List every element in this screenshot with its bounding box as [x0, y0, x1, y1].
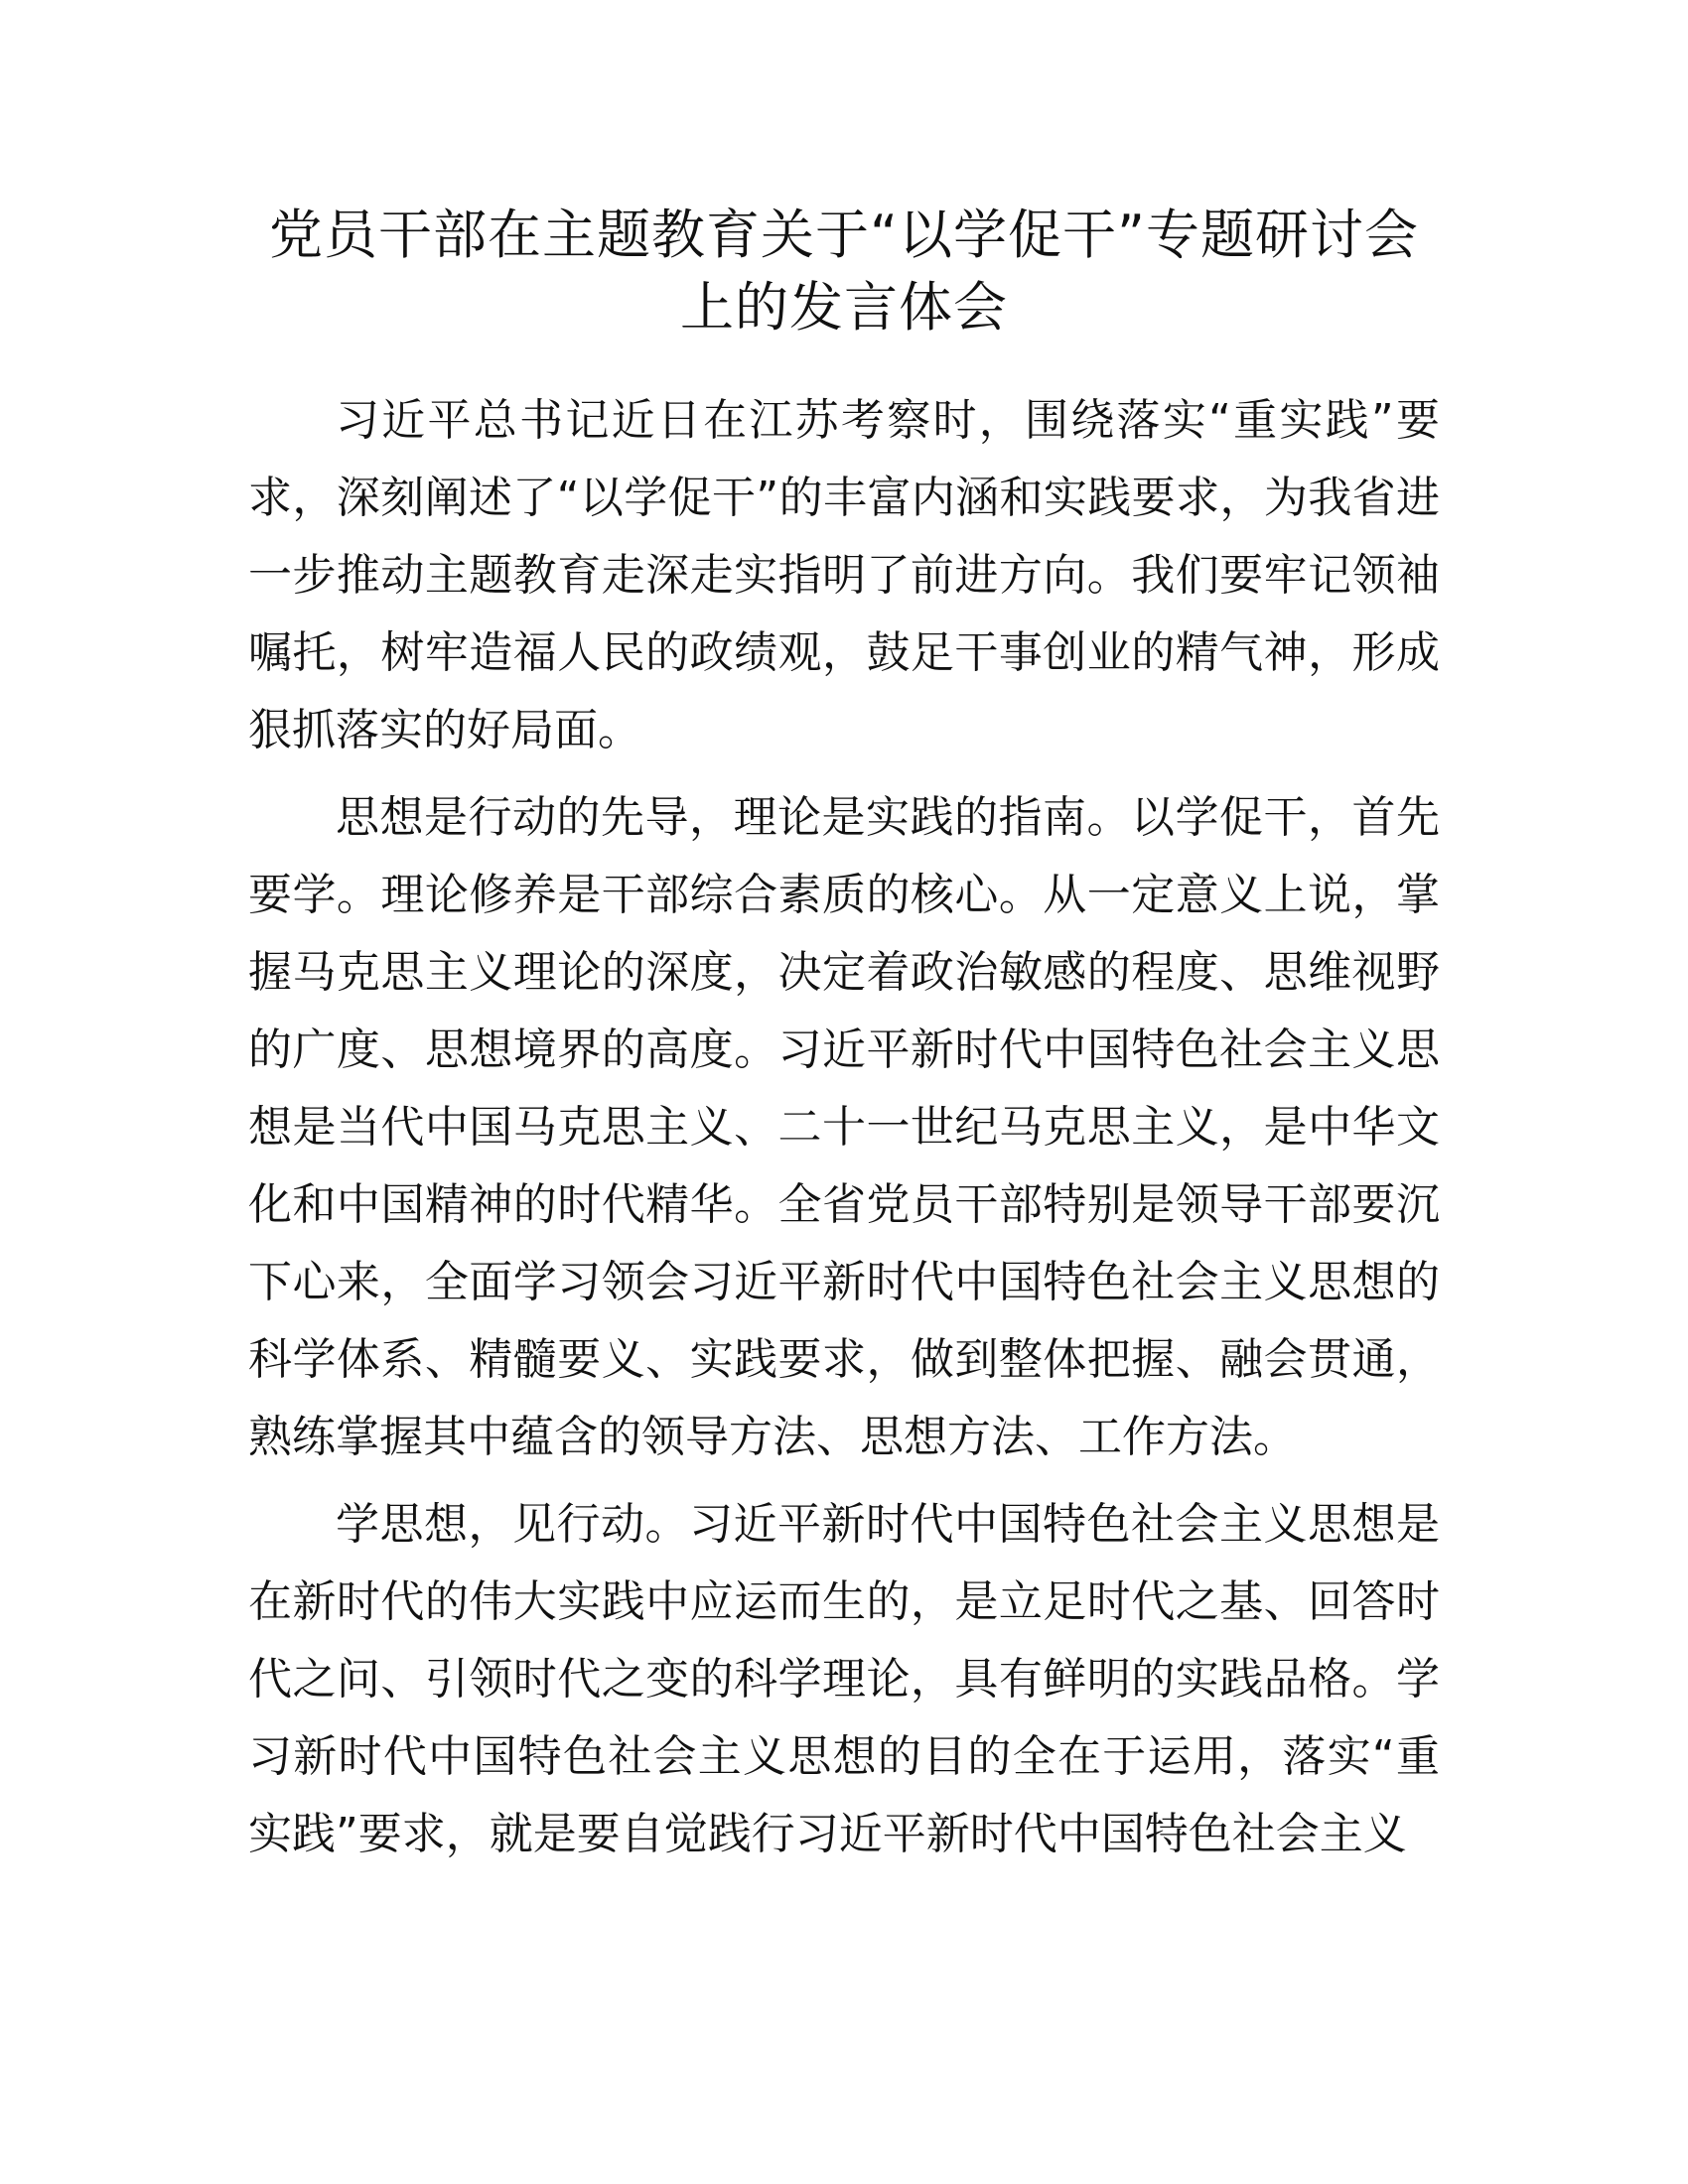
body-paragraph-2: 思想是行动的先导，理论是实践的指南。以学促干，首先要学。理论修养是干部综合素质的核心。从一定意义上说，掌握马克思主义理论的深度，决定着政治敏感的程度、思维视野的广度、思想境界的高度。习近平新时代中国特色社会主义思想是当代中国马克思主义、二十一世纪马克思主义，是中华文化和中国精神的时代精华。全省党员干部特别是领导干部要沉下心来，全面学习领会习近平新时代中国特色社会主义思想的科学体系、精髓要义、实践要求，做到整体把握、融会贯通，熟练掌握其中蕴含的领导方法、思想方法、工作方法。	[248, 792, 1440, 1462]
body-paragraph-1: 习近平总书记近日在江苏考察时，围绕落实“重实践”要求，深刻阐述了“以学促干”的丰富内涵和实践要求，为我省进一步推动主题教育走深走实指明了前进方向。我们要牢记领袖嘱托，树牢造福人民的政绩观，鼓足干事创业的精气神，形成狠抓落实的好局面。	[248, 395, 1440, 755]
body-paragraph-3: 学思想，见行动。习近平新时代中国特色社会主义思想是在新时代的伟大实践中应运而生的，是立足时代之基、回答时代之问、引领时代之变的科学理论，具有鲜明的实践品格。学习新时代中国特色社会主义思想的目的全在于运用，落实“重实践”要求，就是要自觉践行习近平新时代中国特色社会主义	[248, 1499, 1440, 1859]
document-title: 党员干部在主题教育关于“以学促干”专题研讨会上的发言体会	[269, 204, 1419, 339]
document-body	[248, 382, 1440, 1883]
